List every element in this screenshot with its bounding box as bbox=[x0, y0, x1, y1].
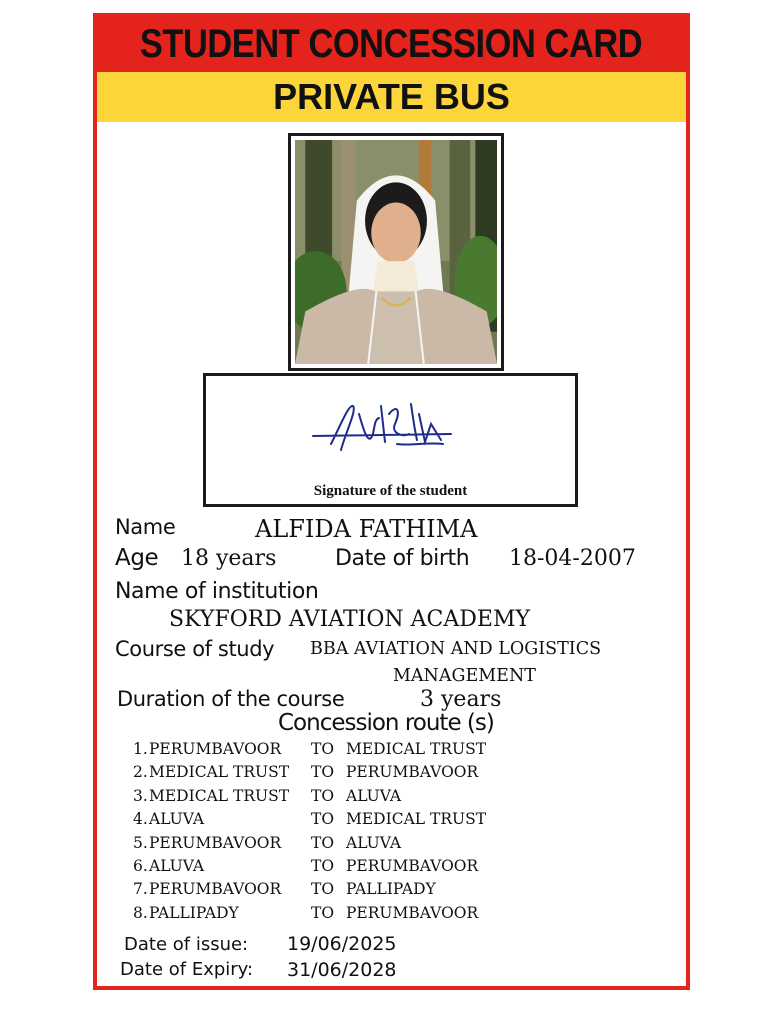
route-to-word: TO bbox=[311, 857, 335, 875]
signature-caption: Signature of the student bbox=[313, 483, 468, 499]
dob-value: 18-04-2007 bbox=[509, 546, 636, 571]
route-to: MEDICAL TRUST bbox=[346, 810, 487, 829]
route-number: 6. bbox=[133, 857, 148, 875]
subtitle-banner bbox=[97, 72, 686, 122]
route-number: 4. bbox=[133, 810, 148, 829]
issue-date-label: Date of issue: bbox=[124, 934, 249, 955]
course-label: Course of study bbox=[115, 637, 275, 661]
route-number: 2. bbox=[133, 763, 148, 782]
route-to-word: TO bbox=[311, 763, 335, 782]
institution-value: SKYFORD AVIATION ACADEMY bbox=[169, 607, 530, 632]
route-from: ALUVA bbox=[149, 810, 205, 829]
route-from: ALUVA bbox=[149, 857, 205, 875]
route-to: MEDICAL TRUST bbox=[346, 740, 487, 758]
route-to: PERUMBAVOOR bbox=[346, 763, 479, 782]
title-banner bbox=[97, 17, 686, 72]
route-number: 1. bbox=[133, 740, 148, 758]
route-to: PALLIPADY bbox=[346, 880, 436, 899]
route-number: 8. bbox=[133, 903, 148, 922]
institution-label: Name of institution bbox=[115, 579, 319, 604]
age-value: 18 years bbox=[181, 546, 277, 571]
expiry-date-label: Date of Expiry: bbox=[120, 959, 254, 980]
duration-value: 3 years bbox=[420, 687, 502, 712]
route-number: 5. bbox=[133, 833, 148, 852]
card-title: STUDENT CONCESSION CARD bbox=[140, 22, 643, 66]
issue-date-value: 19/06/2025 bbox=[287, 933, 397, 955]
duration-label: Duration of the course bbox=[117, 687, 345, 711]
route-to-word: TO bbox=[311, 880, 335, 899]
student-photo bbox=[288, 133, 504, 371]
route-number: 7. bbox=[133, 880, 148, 899]
expiry-date-value: 31/06/2028 bbox=[287, 959, 397, 981]
signature-box bbox=[203, 373, 578, 507]
route-to-word: TO bbox=[311, 833, 335, 852]
route-to: PERUMBAVOOR bbox=[346, 903, 479, 922]
name-value: ALFIDA FATHIMA bbox=[255, 515, 478, 543]
route-to-word: TO bbox=[311, 810, 335, 829]
route-to-word: TO bbox=[311, 786, 335, 805]
route-to-word: TO bbox=[311, 903, 335, 922]
route-to: ALUVA bbox=[346, 786, 402, 805]
route-from: PERUMBAVOOR bbox=[149, 740, 282, 758]
route-from: MEDICAL TRUST bbox=[149, 763, 290, 782]
student-photo-image bbox=[295, 140, 497, 364]
course-value-line1: BBA AVIATION AND LOGISTICS bbox=[310, 639, 602, 659]
route-from: MEDICAL TRUST bbox=[149, 786, 290, 805]
routes-title: Concession route (s) bbox=[278, 710, 494, 736]
route-to: PERUMBAVOOR bbox=[346, 857, 479, 875]
route-from: PERUMBAVOOR bbox=[149, 880, 282, 899]
student-signature-image bbox=[301, 384, 461, 466]
course-value-line2: MANAGEMENT bbox=[393, 666, 536, 686]
route-number: 3. bbox=[133, 786, 148, 805]
route-from: PERUMBAVOOR bbox=[149, 833, 282, 852]
route-to: ALUVA bbox=[346, 833, 402, 852]
route-to-word: TO bbox=[311, 740, 335, 758]
concession-card bbox=[93, 13, 690, 990]
age-label: Age bbox=[115, 545, 159, 571]
dob-label: Date of birth bbox=[335, 546, 470, 571]
name-label: Name bbox=[115, 515, 176, 539]
route-from: PALLIPADY bbox=[149, 903, 239, 922]
card-subtitle: PRIVATE BUS bbox=[273, 76, 510, 117]
